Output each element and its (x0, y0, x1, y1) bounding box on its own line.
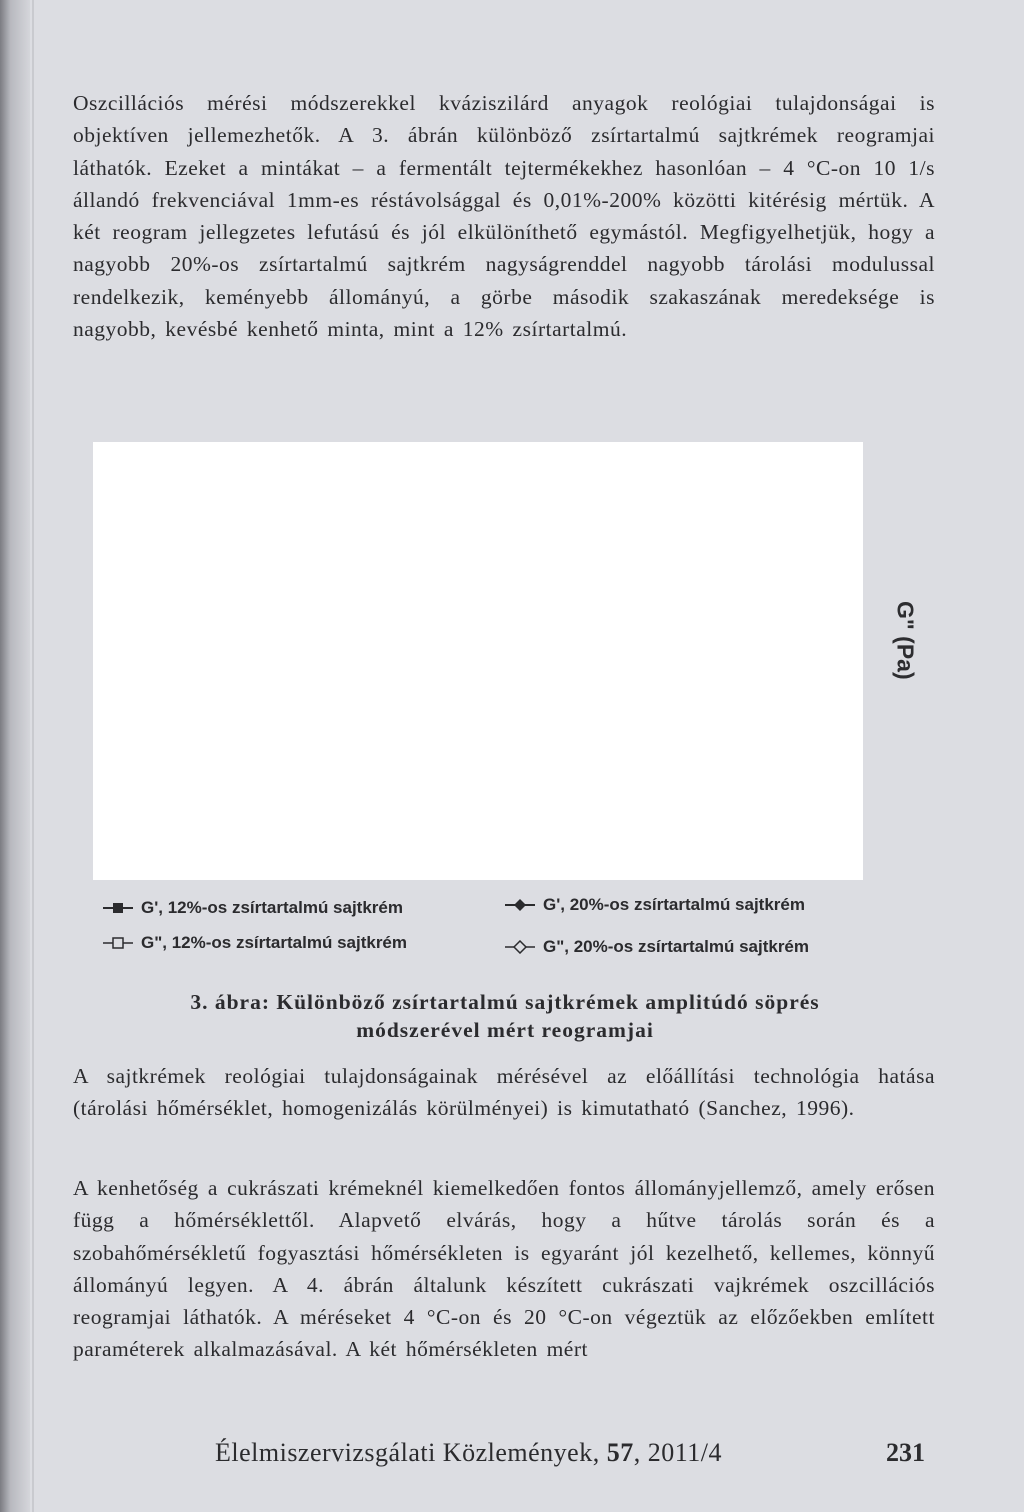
legend-label: G', 20%-os zsírtartalmú sajtkrém (543, 895, 805, 914)
legend-item-g-double-prime-12 (103, 933, 407, 953)
journal-name: Élelmiszervizsgálati Közlemények, (215, 1438, 607, 1467)
journal-volume: 57 (606, 1438, 634, 1467)
page-number: 231 (886, 1438, 925, 1467)
caption-line-1: 3. ábra: Különböző zsírtartalmú sajtkrémek amplitúdó söprés (190, 990, 820, 1014)
open-square-marker-icon (103, 936, 133, 950)
page-fold-line (32, 0, 34, 1512)
legend-item-g-prime-20 (505, 895, 805, 915)
journal-footer (215, 1438, 722, 1468)
legend-label: G", 12%-os zsírtartalmú sajtkrém (141, 933, 407, 952)
open-diamond-marker-icon (505, 940, 535, 954)
legend-item-g-prime-12 (103, 898, 403, 918)
legend-label: G", 20%-os zsírtartalmú sajtkrém (543, 937, 809, 956)
legend-label: G', 12%-os zsírtartalmú sajtkrém (141, 898, 403, 917)
caption-line-2: módszerével mért reogramjai (356, 1018, 654, 1042)
figure-caption (180, 988, 830, 1044)
right-axis-label: G" (Pa) (892, 600, 919, 680)
paragraph-technology-effect: A sajtkrémek reológiai tulajdonságainak mérésével az előállítási technológia hatása (tárolási hőmérséklet, homogenizálás körülményei) is kimutatható (Sanchez, 1996). (73, 1064, 935, 1121)
journal-issue: , 2011/4 (633, 1438, 722, 1467)
page-binding-edge (0, 0, 30, 1512)
filled-diamond-marker-icon (505, 898, 535, 912)
figure-3-chart-area (93, 442, 863, 880)
filled-square-marker-icon (103, 901, 133, 915)
paragraph-spreadability: A kenhetőség a cukrászati krémeknél kiemelkedően fontos állományjellemző, amely erősen függ a hőmérséklettől. Alapvető elvárás, hogy a hűtve tárolás során és a szobahőmérsékletű fogyasztási hőmérsékleten is egyaránt jól kezelhető, kellemes, könnyű állományú legyen. A 4. ábrán általunk készített cukrászati vajkrémek oszcillációs reogramjai láthatók. A méréseket 4 °C-on és 20 °C-on végeztük az előzőekben említett paraméterek alkalmazásával. A két hőmérsékleten mért (73, 1176, 935, 1362)
legend-item-g-double-prime-20 (505, 937, 809, 957)
paragraph-oscillation-measurements: Oszcillációs mérési módszerekkel kváziszilárd anyagok reológiai tulajdonságai is objektíven jellemezhetők. A 3. ábrán különböző zsírtartalmú sajtkrémek reogramjai láthatók. Ezeket a mintákat – a fermentált tejtermékekhez hasonlóan – 4 °C-on 10 1/s állandó frekvenciával 1mm-es réstávolsággal és 0,01%-200% közötti kitérésig mértük. A két reogram jellegzetes lefutású és jól elkülöníthető egymástól. Megfigyelhetjük, hogy a nagyobb 20%-os zsírtartalmú sajtkrém nagyságrenddel nagyobb tárolási modulussal rendelkezik, keményebb állományú, a görbe második szakaszának meredeksége is nagyobb, kevésbé kenhető minta, mint a 12% zsírtartalmú. (73, 91, 935, 342)
